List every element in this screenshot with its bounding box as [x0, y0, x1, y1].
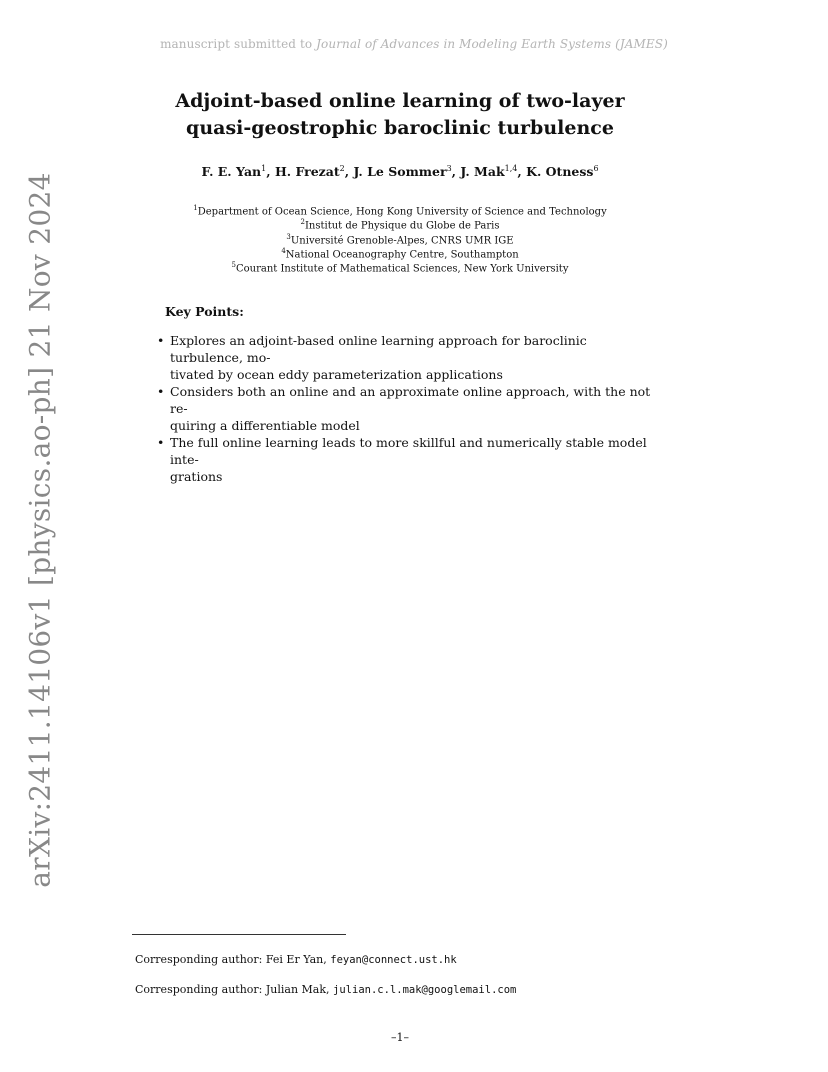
affiliation: $^4$National Oceanography Centre, Southampton — [281, 246, 519, 261]
list-item: • The full online learning leads to more skillful and numerically stable model inte- grations — [157, 435, 647, 484]
affiliation: $^3$Université Grenoble-Alpes, CNRS UMR IGE — [286, 232, 514, 246]
corresponding-author: Corresponding author: Julian Mak, julian.c.l.mak@googlemail.com — [135, 983, 517, 996]
affiliation-list — [0, 203, 800, 275]
email-link[interactable]: julian.c.l.mak@googlemail.com — [333, 984, 517, 996]
journal-name: Journal of Advances in Modeling Earth Systems (JAMES) — [316, 37, 668, 51]
running-header — [0, 37, 828, 51]
arxiv-identifier: arXiv:2411.14106v1 [physics.ao-ph] 21 Nov 2024 — [23, 172, 57, 888]
affiliation: $^1$Department of Ocean Science, Hong Kong University of Science and Technology — [193, 204, 607, 218]
list-item: • Considers both an online and an approximate online approach, with the not re- quiring a differentiable model — [157, 384, 651, 433]
affiliation: $^2$Institut de Physique du Globe de Paris — [300, 218, 500, 232]
author-list: F. E. Yan$^1$, H. Frezat$^2$, J. Le Sommer$^3$, J. Mak$^{1,4}$, K. Otness$^6$ — [201, 164, 599, 180]
author: F. E. Yan$^1$ — [201, 164, 267, 180]
title-line-2: quasi-geostrophic baroclinic turbulence — [186, 117, 614, 139]
author: H. Frezat$^2$ — [274, 164, 345, 180]
title-line-1: Adjoint-based online learning of two-layer — [175, 90, 625, 112]
author: J. Le Sommer$^3$ — [353, 164, 452, 180]
key-points-list — [157, 332, 652, 485]
author: J. Mak$^{1,4}$ — [460, 164, 518, 180]
bullet-icon: • — [157, 384, 165, 399]
author: K. Otness$^6$ — [526, 164, 599, 180]
key-points-heading: Key Points: — [165, 304, 244, 319]
bullet-icon: • — [157, 333, 165, 348]
page-number: –1– — [391, 1031, 409, 1044]
list-item: • Explores an adjoint-based online learning approach for baroclinic turbulence, mo- tivated by ocean eddy parameterization applications — [157, 333, 587, 382]
footnote-rule — [132, 934, 346, 935]
header-prefix: manuscript submitted to — [160, 37, 313, 51]
bullet-icon: • — [157, 435, 165, 450]
corresponding-author: Corresponding author: Fei Er Yan, feyan@connect.ust.hk — [135, 953, 457, 966]
affiliation: $^5$Courant Institute of Mathematical Sciences, New York University — [231, 261, 569, 275]
paper-title — [0, 88, 800, 142]
email-link[interactable]: feyan@connect.ust.hk — [330, 954, 457, 966]
